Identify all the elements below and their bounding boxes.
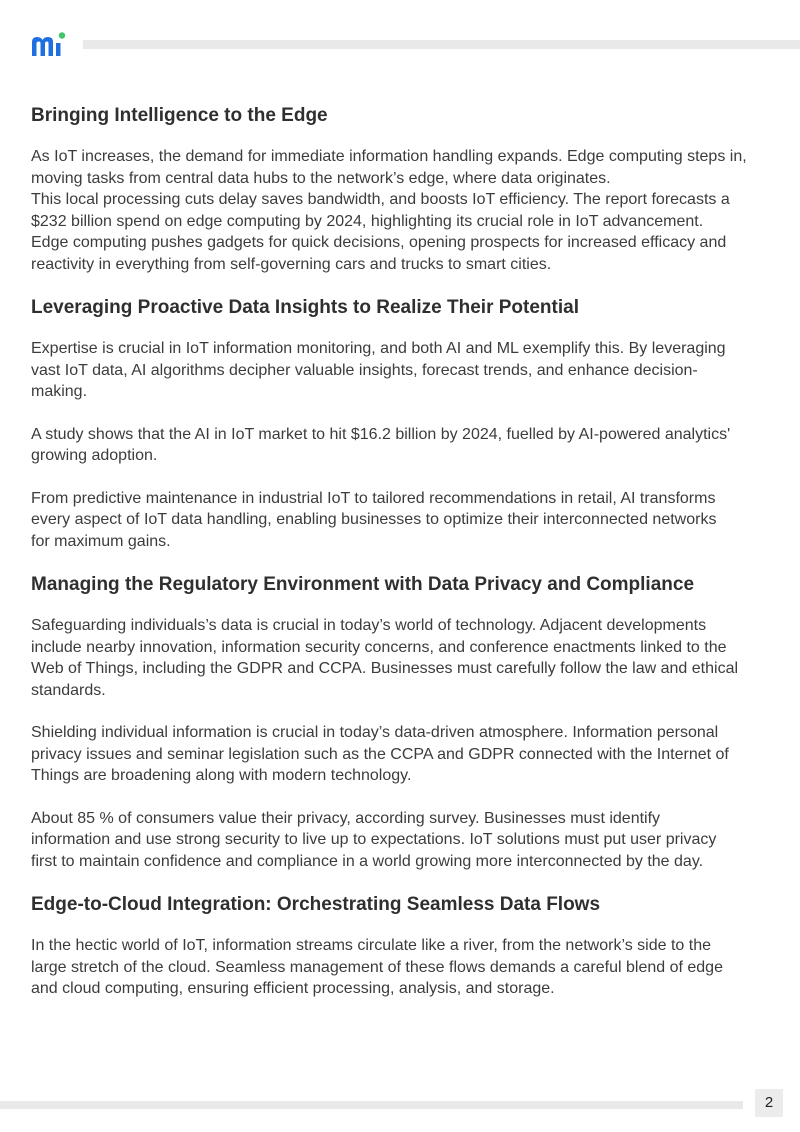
text-line: first to maintain confidence and compliance in a world growing more interconnected by the day. (31, 852, 704, 870)
paragraph (31, 808, 771, 873)
text-line: every aspect of IoT data handling, enabling businesses to optimize their interconnected networks (31, 511, 717, 528)
paragraph (31, 146, 771, 275)
text-line: Edge computing pushes gadgets for quick decisions, opening prospects for increased efficacy and (31, 234, 727, 251)
mi-logo-icon (30, 32, 66, 58)
page-number: 2 (755, 1089, 783, 1117)
paragraph (31, 488, 771, 553)
text-line: include nearby innovation, information security concerns, and conference enactments linked to the (31, 638, 727, 656)
text-line: information and use strong security to live up to expectations. IoT solutions must put user privacy (31, 831, 717, 848)
text-line: About 85 % of consumers value their privacy, according survey. Businesses must identify (31, 809, 661, 827)
section-regulatory (31, 573, 771, 872)
paragraph (31, 338, 771, 403)
text-line: Web of Things, including the GDPR and CCPA. Businesses must carefully follow the law and ethical (31, 660, 739, 677)
text-line: large stretch of the cloud. Seamless management of these flows demands a careful blend of edge (31, 958, 723, 976)
section-edge-intelligence (31, 104, 771, 275)
text-line: $232 billion spend on edge computing by 2024, highlighting its crucial role in IoT advancement. (31, 212, 704, 230)
text-line: A study shows that the AI in IoT market to hit $16.2 billion by 2024, fuelled by AI-powered analytics' (31, 425, 731, 443)
section-heading: Managing the Regulatory Environment with Data Privacy and Compliance (31, 574, 695, 595)
section-heading: Edge-to-Cloud Integration: Orchestrating Seamless Data Flows (31, 894, 601, 915)
text-line: As IoT increases, the demand for immediate information handling expands. Edge computing steps in, (31, 148, 747, 165)
section-heading: Leveraging Proactive Data Insights to Realize Their Potential (31, 297, 579, 318)
text-line: standards. (31, 681, 106, 699)
text-line: Expertise is crucial in IoT information monitoring, and both AI and ML exemplify this. By leveraging (31, 340, 726, 357)
section-edge-to-cloud (31, 893, 771, 1000)
text-line: vast IoT data, AI algorithms decipher valuable insights, forecast trends, and enhance decision- (31, 361, 698, 379)
section-proactive-insights (31, 296, 771, 552)
section-heading: Bringing Intelligence to the Edge (31, 105, 328, 126)
text-line: In the hectic world of IoT, information streams circulate like a river, from the network’s side to the (31, 937, 711, 954)
text-line: Things are broadening along with modern technology. (31, 767, 412, 784)
paragraph (31, 424, 771, 467)
text-line: reactivity in everything from self-governing cars and trucks to smart cities. (31, 255, 552, 273)
text-line: This local processing cuts delay saves bandwidth, and boosts IoT efficiency. The report forecasts a (31, 191, 730, 208)
text-line: growing adoption. (31, 447, 158, 464)
paragraph (31, 615, 771, 701)
text-line: privacy issues and seminar legislation such as the CCPA and GDPR connected with the Internet of (31, 745, 729, 763)
paragraph (31, 935, 771, 1000)
text-line: making. (31, 383, 88, 400)
text-line: for maximum gains. (31, 532, 171, 550)
paragraph (31, 722, 771, 787)
text-line: Safeguarding individuals’s data is crucial in today’s world of technology. Adjacent developments (31, 617, 707, 634)
document-body (31, 104, 771, 1021)
text-line: Shielding individual information is crucial in today’s data-driven atmosphere. Information personal (31, 724, 719, 741)
header-divider-bar (83, 40, 800, 49)
text-line: moving tasks from central data hubs to the network’s edge, where data originates. (31, 169, 611, 187)
footer-divider-bar (0, 1101, 743, 1109)
text-line: From predictive maintenance in industrial IoT to tailored recommendations in retail, AI transforms (31, 489, 716, 507)
text-line: and cloud computing, ensuring efficient processing, analysis, and storage. (31, 980, 555, 997)
